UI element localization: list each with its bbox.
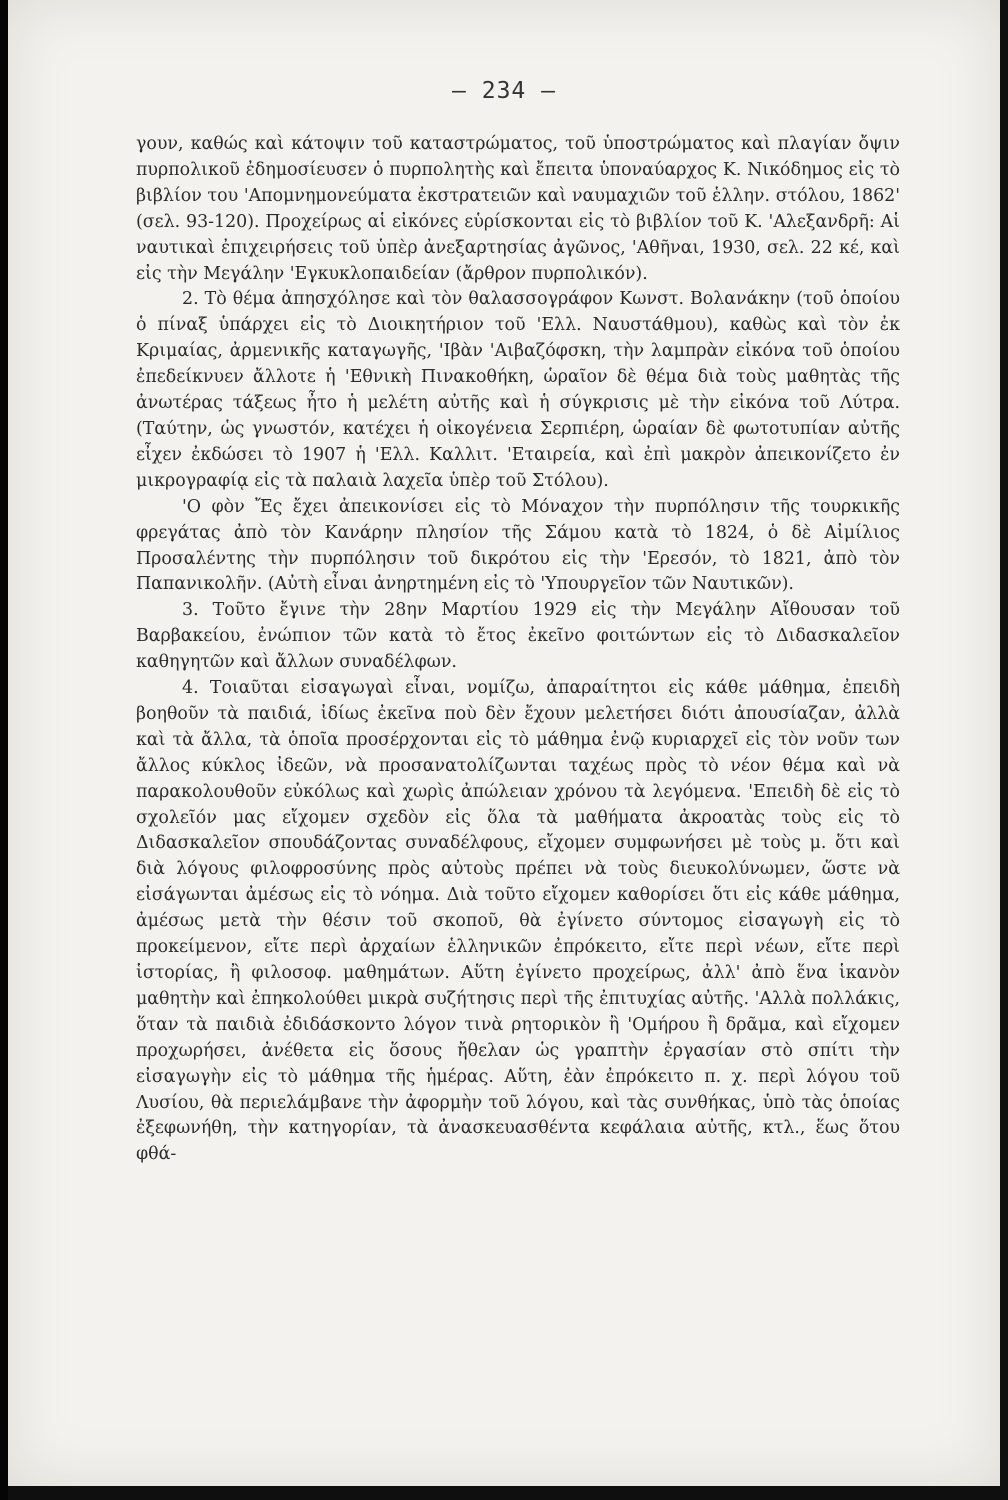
paragraph-continuation: γουν, καθώς καὶ κάτοψιν τοῦ καταστρώματος, τοῦ ὑποστρώματος καὶ πλαγίαν ὄψιν πυρπολικοῦ ἐδημοσίευσεν ὁ πυρπολητὴς καὶ ἔπειτα ὑποναύαρχος Κ. Νικόδημος εἰς τὸ βιβλίον του 'Απομνημονεύματα ἐκστρατειῶν καὶ ναυμαχιῶν τοῦ ἑλλην. στόλου, 1862' (σελ. 93-120). Προχείρως αἱ εἰκόνες εὑρίσκονται εἰς τὸ βιβλίον τοῦ Κ. 'Αλεξανδρῆ: Αἱ ναυτικαὶ ἐπιχειρήσεις τοῦ ὑπὲρ ἀνεξαρτησίας ἀγῶνος, 'Αθῆναι, 1930, σελ. 22 κέ, καὶ εἰς τὴν Μεγάλην 'Εγκυκλοπαιδείαν (ἄρθρον πυρπολικόν).: [136, 134, 900, 284]
paragraph-note-2: 2. Τὸ θέμα ἀπησχόλησε καὶ τὸν θαλασσογράφον Κωνστ. Βολανάκην (τοῦ ὁποίου ὁ πίναξ ὑπάρχει εἰς τὸ Διοικητήριον τοῦ 'Ελλ. Ναυστάθμου), καθὼς καὶ τὸν ἐκ Κριμαίας, ἀρμενικῆς καταγωγῆς, 'Ιβὰν 'Αιβαζόφσκη, τὴν λαμπρὰν εἰκόνα τοῦ ὁποίου ἐπεδείκνυεν ἄλλοτε ἡ 'Εθνικὴ Πινακοθήκη, ὡραῖον δὲ θέμα διὰ τοὺς μαθητὰς τῆς ἀνωτέρας τάξεως ἦτο ἡ μελέτη αὐτῆς καὶ ἡ σύγκρισις μὲ τὴν εἰκόνα τοῦ Λύτρα. (Ταύτην, ὡς γνωστόν, κατέχει ἡ οἰκογένεια Σερπιέρη, ὡραίαν δὲ φωτοτυπίαν αὐτῆς εἶχεν ἐκδώσει τὸ 1907 ἡ 'Ελλ. Καλλιτ. 'Εταιρεία, καὶ ἐπὶ μακρὸν ἀπεικονίζετο ἐν μικρογραφίᾳ εἰς τὰ παλαιὰ λαχεῖα ὑπὲρ τοῦ Στόλου).: [136, 289, 900, 491]
page-number: — 234 —: [452, 78, 556, 104]
book-page: [8, 0, 1000, 1486]
paragraph-note-3: 3. Τοῦτο ἔγινε τὴν 28ην Μαρτίου 1929 εἰς τὴν Μεγάλην Αἴθουσαν τοῦ Βαρβακείου, ἐνώπιον τῶν κατὰ τὸ ἔτος ἐκεῖνο φοιτώντων εἰς τὸ Διδασκαλεῖον καθηγητῶν καὶ ἄλλων συναδέλφων.: [136, 600, 900, 673]
paragraph-note-4: 4. Τοιαῦται εἰσαγωγαὶ εἶναι, νομίζω, ἀπαραίτητοι εἰς κάθε μάθημα, ἐπειδὴ βοηθοῦν τὰ παιδιά, ἰδίως ἐκεῖνα ποὺ δὲν ἔχουν μελετήσει διότι ἀπουσίαζαν, ἀλλὰ καὶ τὰ ἄλλα, τὰ ὁποῖα προσέρχονται εἰς τὸ μάθημα ἐνῷ κυριαρχεῖ εἰς τὸν νοῦν των ἄλλος κύκλος ἰδεῶν, νὰ προσανατολίζωνται ταχέως πρὸς τὸ νέον θέμα καὶ νὰ παρακολουθοῦν εὐκόλως καὶ χωρὶς ἀπώλειαν χρόνου τὰ λεγόμενα. 'Επειδὴ δὲ εἰς τὸ σχολεῖόν μας εἴχομεν σχεδὸν εἰς ὅλα τὰ μαθήματα ἀκροατὰς τοὺς εἰς τὸ Διδασκαλεῖον σπουδάζοντας συναδέλφους, εἴχομεν συμφωνήσει μὲ τοὺς μ. ὅτι καὶ διὰ λόγους φιλοφροσύνης πρὸς αὐτοὺς πρέπει νὰ τοὺς διευκολύνωμεν, ὥστε νὰ εἰσάγωνται ἀμέσως εἰς τὸ νόημα. Διὰ τοῦτο εἴχομεν καθορίσει ὅτι εἰς κάθε μάθημα, ἀμέσως μετὰ τὴν θέσιν τοῦ σκοποῦ, θὰ ἐγίνετο σύντομος εἰσαγωγὴ εἰς τὸ προκείμενον, εἴτε περὶ ἀρχαίων ἑλληνικῶν ἐπρόκειτο, εἴτε περὶ νέων, εἴτε περὶ ἱστορίας, ἢ φιλοσοφ. μαθημάτων. Αὕτη ἐγίνετο προχείρως, ἀλλ' ἀπὸ ἕνα ἱκανὸν μαθητὴν καὶ ἐπηκολούθει μικρὰ συζήτησις περὶ τῆς ἐπιτυχίας αὐτῆς. 'Αλλὰ πολλάκις, ὅταν τὰ παιδιὰ ἐδιδάσκοντο λόγον τινὰ ρητορικὸν ἢ 'Ομήρου ἢ δρᾶμα, καὶ εἴχομεν προχωρήσει, ἀνέθετα εἰς ὅσους ἤθελαν ὡς γραπτὴν ἐργασίαν στὸ σπίτι τὴν εἰσαγωγὴν εἰς τὸ μάθημα τῆς ἡμέρας. Αὕτη, ἐὰν ἐπρόκειτο π. χ. περὶ λόγου τοῦ Λυσίου, θὰ περιελάμβανε τὴν ἀφορμὴν τοῦ λόγου, καὶ τὰς συνθήκας, ὑπὸ τὰς ὁποίας ἐξεφωνήθη, τὴν κατηγορίαν, τὰ ἀνασκευασθέντα κεφάλαια αὐτῆς, κτλ., ἕως ὅτου φθά-: [136, 678, 900, 1165]
paragraph-von-hess: 'Ο φὸν Ἔς ἔχει ἀπεικονίσει εἰς τὸ Μόναχον τὴν πυρπόλησιν τῆς τουρκικῆς φρεγάτας ἀπὸ τὸν Κανάρην πλησίον τῆς Σάμου κατὰ τὸ 1824, ὁ δὲ Αἰμίλιος Προσαλέντης τὴν πυρπόλησιν τοῦ δικρότου εἰς τὴν 'Ερεσόν, τὸ 1821, ἀπὸ τὸν Παπανικολῆν. (Αὐτὴ εἶναι ἀνηρτημένη εἰς τὸ 'Υπουργεῖον τῶν Ναυτικῶν).: [136, 496, 900, 595]
scan-border: [0, 0, 8, 1500]
body-text: [136, 132, 900, 1168]
